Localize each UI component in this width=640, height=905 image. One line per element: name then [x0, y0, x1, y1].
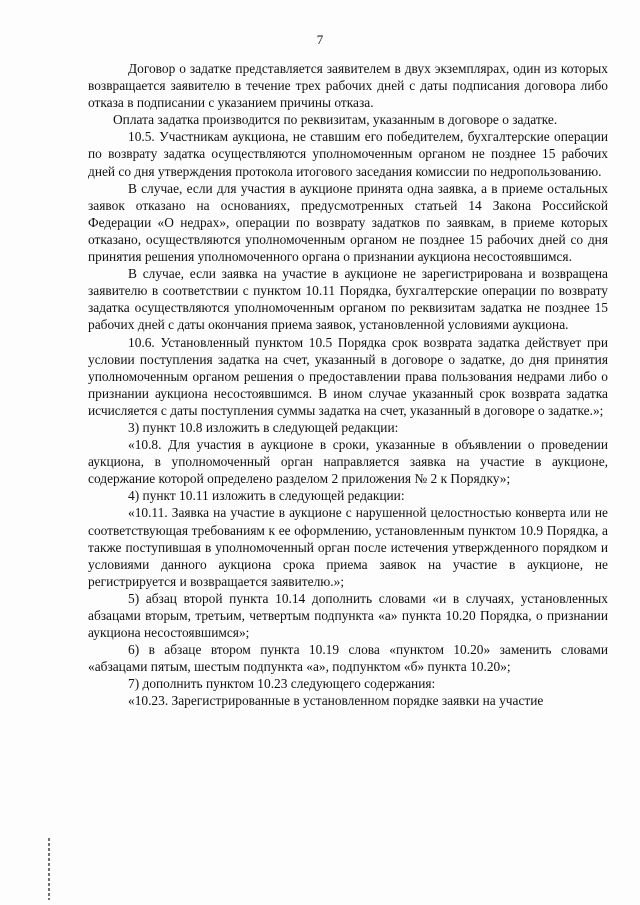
paragraph-8: «10.8. Для участия в аукционе в сроки, указанные в объявлении о проведении аукциона, в уполномоченный орган направляется заявка на участие в аукционе, содержание которой определено разделом 2 приложения № 2 к Порядку»; — [88, 437, 608, 487]
paragraph-5: В случае, если заявка на участие в аукционе не зарегистрирована и возвращена заявителю в соответствии с пунктом 10.11 Порядка, бухгалтерские операции по возврату задатка осуществляются уполномоченным органом по реквизитам задатка не позднее 15 рабочих дней с даты окончания приема заявок, установленной условиями аукциона. — [88, 266, 608, 333]
page-number: 7 — [316, 32, 324, 47]
paragraph-14: «10.23. Зарегистрированные в установленном порядке заявки на участие — [128, 693, 544, 709]
paragraph-4: В случае, если для участия в аукционе принята одна заявка, а в приеме остальных заявок отказано на основаниях, предусмотренных статьей 14 Закона Российской Федерации «О недрах», операции по возврату задатков по заявкам, в приеме которых отказано, осуществляются уполномоченным органом не позднее 15 рабочих дней со дня принятия решения уполномоченного органа о признании аукциона несостоявшимся. — [88, 180, 608, 265]
paragraph-6: 10.6. Установленный пунктом 10.5 Порядка срок возврата задатка действует при условии поступления задатка на счет, указанный в договоре о задатке, до дня принятия уполномоченным органом решения о предоставлении права пользования недрами либо о признании аукциона несостоявшимся. В ином случае указанный срок возврата задатка исчисляется с даты поступления суммы задатка на счет, указанный в договоре о задатке.»; — [88, 334, 608, 418]
paragraph-2: Оплата задатка производится по реквизитам, указанным в договоре о задатке. — [113, 112, 558, 128]
paragraph-9: 4) пункт 10.11 изложить в следующей редакции: — [128, 488, 405, 504]
paragraph-12: 6) в абзаце втором пункта 10.19 слова «пунктом 10.20» заменить словами «абзацами пятым, шестым подпункта «а», подпунктом «б» пункта 10.20»; — [88, 642, 608, 675]
paragraph-3: 10.5. Участникам аукциона, не ставшим его победителем, бухгалтерские операции по возврату задатка осуществляются уполномоченным органом не позднее 15 рабочих дней со дня утверждения протокола итогового заседания комиссии по недропользованию. — [88, 129, 608, 179]
paragraph-7: 3) пункт 10.8 изложить в следующей редакции: — [128, 419, 399, 435]
paragraph-13: 7) дополнить пунктом 10.23 следующего содержания: — [128, 676, 436, 692]
scan-edge-mark — [48, 838, 50, 900]
document-body — [88, 60, 608, 710]
paragraph-1: Договор о задатке представляется заявителем в двух экземплярах, один из которых возвращается заявителю в течение трех рабочих дней с даты подписания договора либо отказа в подписании с указанием причины отказа. — [88, 61, 608, 111]
paragraph-10: «10.11. Заявка на участие в аукционе с нарушенной целостностью конверта или не соответствующая требованиям к ее оформлению, установленным пунктом 10.9 Порядка, а также поступившая в уполномоченный орган после истечения утвержденного порядком и условиями данного аукциона срока приема заявок на участие в аукционе, не регистрируется и возвращается заявителю.»; — [88, 505, 608, 589]
paragraph-11: 5) абзац второй пункта 10.14 дополнить словами «и в случаях, установленных абзацами вторым, третьим, четвертым подпункта «а» пункта 10.20 Порядка, о признании аукциона несостоявшимся»; — [88, 590, 608, 641]
